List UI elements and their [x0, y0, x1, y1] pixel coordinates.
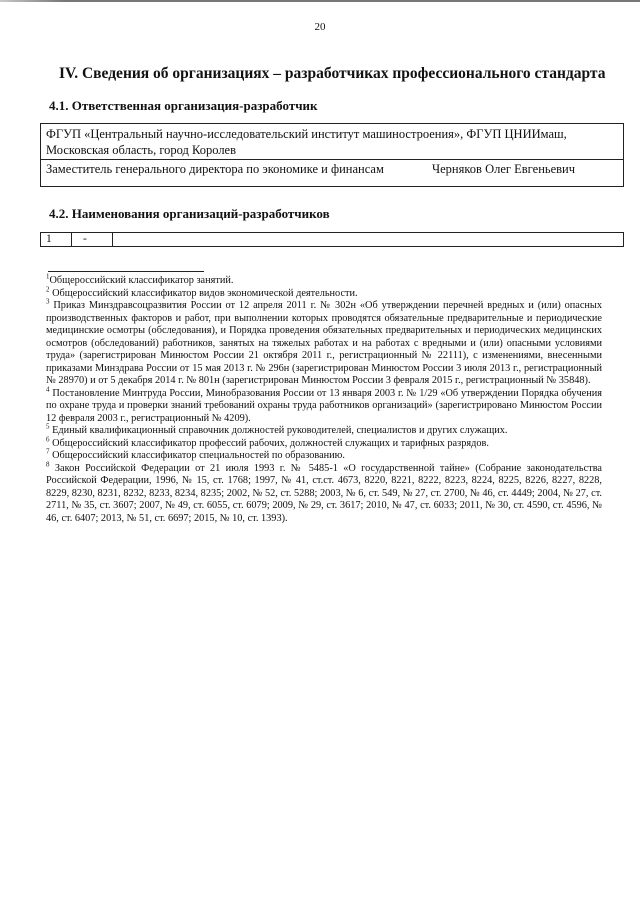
responsible-org-box: [40, 123, 624, 187]
footnote: [46, 272, 602, 288]
page-top-border: [0, 0, 640, 2]
developers-table: [40, 232, 624, 247]
footnote-mark: 3: [46, 297, 50, 306]
footnote: [46, 385, 602, 426]
responsible-org-heading: 4.1. Ответственная организация-разработчик: [49, 98, 318, 113]
responsible-org-name-line1: ФГУП «Центральный научно-исследовательский институт машиностроения», ФГУП ЦНИИмаш,: [46, 127, 567, 141]
responsible-org-row-divider: [41, 159, 623, 160]
footnote: [46, 297, 603, 388]
footnote-mark: 1: [46, 272, 50, 281]
footnote: [46, 422, 602, 438]
footnotes: [46, 272, 603, 525]
footnote-text: Постановление Минтруда России, Минобразования России от 13 января 2003 г. № 1/29 «Об утверждении Порядка обучения по охране труда и проверки знаний требований охраны труда работников организаций» (зарегистрировано Минюстом России 12 февраля 2003 г., регистрационный № 4209).: [46, 387, 602, 424]
developers-heading: 4.2. Наименования организаций-разработчиков: [49, 206, 330, 221]
footnote-text: Приказ Минздравсоцразвития России от 12 апреля 2011 г. № 302н «Об утверждении перечней вредных и (или) опасных производственных факторов и работ, при выполнении которых проводятся обязательные предварительные и периодические медицинские осмотры (обследования), и Порядка проведения обязательных предварительных и периодических медицинских осмотров (обследований) работников, занятых на тяжелых работах и на работах с вредными и (или) опасными условиями труда» (зарегистрирован Минюстом России 21 октября 2011 г., регистрационный № 22111), с изменениями, внесенными приказами Минздрава России от 15 мая 2013 г. № 296н (зарегистрирован Минюстом России 3 июля 2013 г., регистрационный № 28970) и от 5 декабря 2014 г. № 801н (зарегистрирован Минюстом России 3 февраля 2015 г., регистрационный № 35848).: [46, 300, 603, 386]
footnote: [46, 435, 602, 451]
footnote-text: Закон Российской Федерации от 21 июля 1993 г. № 5485-1 «О государственной тайне» (Собрание законодательства Российской Федерации, 1996, № 15, ст. 1768; 1997, № 41, ст.ст. 4673, 8220, 8221, 8222, 8223, 8224, 8225, 8226, 8227, 8228, 8229, 8230, 8231, 8232, 8233, 8234, 8235; 2002, № 52, ст. 5288; 2003, № 6, ст. 549, № 27, ст. 2700, № 46, ст. 4449; 2004, № 27, ст. 2711, № 35, ст. 3607; 2007, № 49, ст. 6055, ст. 6079; 2009, № 29, ст. 3617; 2010, № 47, ст. 6033; 2011, № 30, ст. 4590, ст. 4596, № 46, ст. 6407; 2013, № 51, ст. 6697; 2015, № 10, ст. 1393).: [46, 462, 602, 524]
footnote-mark: 8: [46, 460, 50, 469]
footnote-mark: 7: [46, 447, 50, 456]
footnote: [46, 460, 602, 526]
page-number: 20: [314, 21, 326, 33]
footnote-text: Общероссийский классификатор занятий.: [49, 275, 234, 286]
table-column-divider: [71, 233, 72, 246]
table-column-divider: [112, 233, 113, 246]
footnote-text: Общероссийский классификатор специальностей по образованию.: [52, 450, 345, 461]
footnote-mark: 5: [46, 422, 50, 431]
responsible-position: Заместитель генерального директора по экономике и финансам: [46, 162, 384, 176]
footnote-text: Общероссийский классификатор видов экономической деятельности.: [52, 287, 358, 299]
footnote-text: Единый квалификационный справочник должностей руководителей, специалистов и других служащих.: [52, 425, 508, 436]
footnote-text: Общероссийский классификатор профессий рабочих, должностей служащих и тарифных разрядов.: [52, 437, 489, 449]
footnote: [46, 285, 602, 301]
footnote-mark: 2: [46, 285, 50, 294]
section-title: IV. Сведения об организациях – разработчиках профессионального стандарта: [59, 65, 606, 82]
responsible-org-name-line2: Московская область, город Королев: [46, 143, 237, 157]
footnote-mark: 4: [46, 385, 50, 394]
responsible-person: Черняков Олег Евгеньевич: [432, 162, 576, 176]
footnote: [46, 447, 602, 463]
footnote-mark: 6: [46, 435, 50, 444]
footnote-separator: [48, 271, 204, 272]
developer-row-number: 1: [46, 233, 52, 245]
developer-row-name: -: [83, 233, 87, 245]
